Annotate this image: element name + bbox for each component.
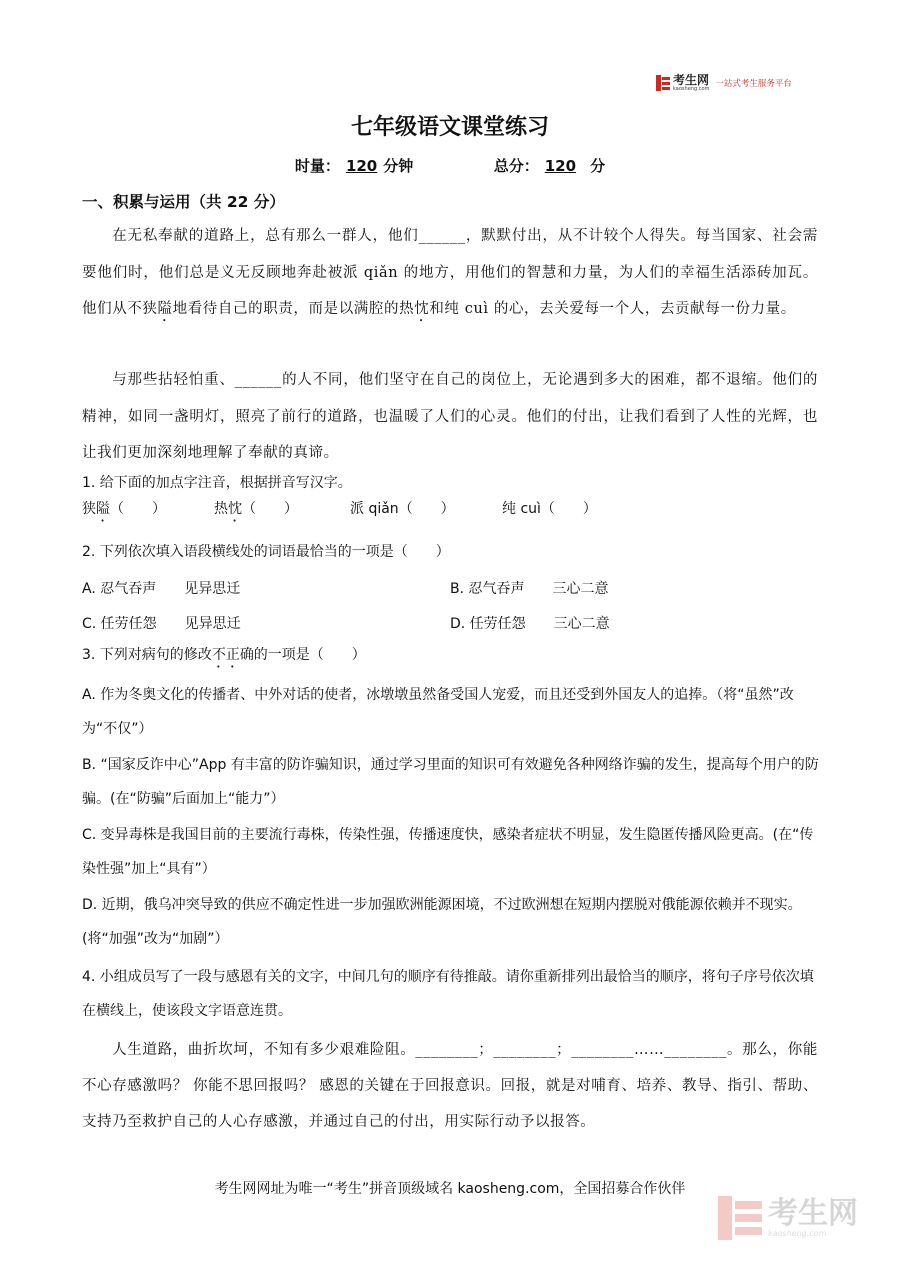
answer-blank[interactable]: （ ） (540, 501, 597, 517)
q1-item-text: 热 (214, 501, 228, 517)
page-footer: 考生网网址为唯一“考生”拼音顶级域名 kaosheng.com，全国招募合作伙伴 (214, 1181, 686, 1197)
dotted-char: 隘 (157, 301, 173, 317)
q1-item (502, 498, 642, 525)
score-label: 总分： (493, 157, 539, 175)
q3-option-a[interactable]: A. 作为冬奥文化的传播者、中外对话的使者，冰墩墩虽然备受国人宠爱，而且还受到外国友人的追捧。（将“虽然”改为“不仅”） (82, 687, 794, 737)
time-unit: 分钟 (383, 157, 414, 175)
exam-meta (0, 155, 900, 176)
question-2-stem: 2. 下列依次填入语段横线处的词语最恰当的一项是（ ） (82, 544, 450, 560)
kaosheng-logo-icon (656, 75, 670, 91)
q4-text: 人生道路，曲折坎坷，不知有多少艰难险阻。________；________；________……________。那么，你能不心存感激吗？ 你能不思回报吗？ 感恩的关键在于回报意识。回报，就是对哺育、培养、教导、指引、帮助、支持乃至救护自己的人心存感激，并通过自己的付出，用实际行动予以报答。 (82, 1042, 818, 1130)
time-value: 120 (345, 157, 378, 175)
question-4-stem: 4. 小组成员写了一段与感恩有关的文字，中间几句的顺序有待推敲。请你重新排列出最恰当的顺序，将句子序号依次填在横线上，使该段文字语意连贯。 (82, 969, 814, 1019)
watermark-name: 考生网 (768, 1195, 858, 1231)
q1-item-text: 纯 cuì (502, 501, 541, 517)
dotted-char: 忱 (228, 501, 242, 517)
q2-option-a[interactable]: A. 忍气吞声 见异思迁 (82, 581, 241, 597)
site-logo[interactable] (656, 70, 816, 96)
q3-option-c[interactable]: C. 变异毒株是我国目前的主要流行毒株，传染性强，传播速度快，感染者症状不明显，发生隐匿传播风险更高。(在“传染性强”加上“具有”） (82, 827, 814, 877)
score-value: 120 (544, 157, 577, 175)
q1-item (214, 498, 350, 525)
dotted-char: 忱 (414, 301, 430, 317)
dotted-char: 隘 (96, 501, 110, 517)
answer-blank[interactable]: （ ） (242, 501, 298, 517)
logo-name: 考生网 (673, 73, 710, 87)
passage-paragraph-1 (82, 218, 818, 328)
q3-stem-text: 确的一项是（ ） (239, 647, 366, 663)
q3-stem-text: 3. 下列对病句的修改 (82, 647, 212, 663)
q3-option-d[interactable]: D. 近期，俄乌冲突导致的供应不确定性进一步加强欧洲能源困境，不过欧洲想在短期内摆脱对俄能源依赖并不现实。(将“加强”改为“加剧”） (82, 897, 802, 947)
q2-option-c[interactable]: C. 任劳任怨 见异思迁 (82, 616, 241, 632)
q2-option-b[interactable]: B. 忍气吞声 三心二意 (450, 581, 609, 597)
answer-blank[interactable]: （ ） (398, 501, 455, 517)
passage-text: 和纯 cuì 的心，去关爱每一个人，去贡献每一份力量。 (429, 301, 796, 317)
question-1-items (82, 498, 642, 525)
q1-item-text: 派 qiǎn (350, 501, 399, 517)
question-4-passage (82, 1032, 818, 1140)
logo-domain: kaosheng.com (673, 86, 710, 92)
logo-slogan: 一站式考生服务平台 (715, 79, 792, 89)
time-label: 时量： (294, 157, 340, 175)
dotted-char: 正 (225, 647, 240, 663)
logo-text (673, 74, 709, 92)
watermark (718, 1196, 878, 1240)
score-unit: 分 (590, 157, 606, 175)
watermark-text (768, 1195, 858, 1238)
question-1-stem: 1. 给下面的加点字注音，根据拼音写汉字。 (82, 475, 352, 491)
q3-option-b[interactable]: B. “国家反诈中心”App 有丰富的防诈骗知识，通过学习里面的知识可有效避免各种网络诈骗的发生，提高每个用户的防骗。(在“防骗”后面加上“能力”） (82, 757, 819, 807)
watermark-domain: kaosheng.com (768, 1228, 827, 1238)
passage-text: 在无私奉献的道路上，总有那么一群人，他们______，默默付出，从不计较个人得失。每当国家、社会需要他们时，他们总是义无反顾地奔赴被派 qiǎn 的地方，用他们的智慧和力量，为人们的幸福生活添砖加瓦。他们从不狭 (82, 228, 818, 317)
q2-option-d[interactable]: D. 任劳任怨 三心二意 (450, 616, 610, 632)
page-title: 七年级语文课堂练习 (350, 115, 549, 140)
dotted-char: 不 (211, 647, 226, 663)
passage-text: 地看待自己的职责，而是以满腔的热 (172, 301, 415, 317)
passage-text: 与那些拈轻怕重、______的人不同，他们坚守在自己的岗位上，无论遇到多大的困难，都不退缩。他们的精神，如同一盏明灯，照亮了前行的道路，也温暖了人们的心灵。他们的付出，让我们看到了人性的光辉，也让我们更加深刻地理解了奉献的真谛。 (82, 372, 818, 461)
question-3-stem (82, 638, 822, 672)
q1-item (82, 498, 214, 525)
q1-item (350, 498, 502, 525)
answer-blank[interactable]: （ ） (110, 501, 166, 517)
watermark-logo-icon (718, 1196, 762, 1240)
section-heading: 一、积累与运用（共 22 分） (82, 193, 285, 211)
passage-paragraph-2 (82, 362, 818, 472)
q1-item-text: 狭 (82, 501, 96, 517)
